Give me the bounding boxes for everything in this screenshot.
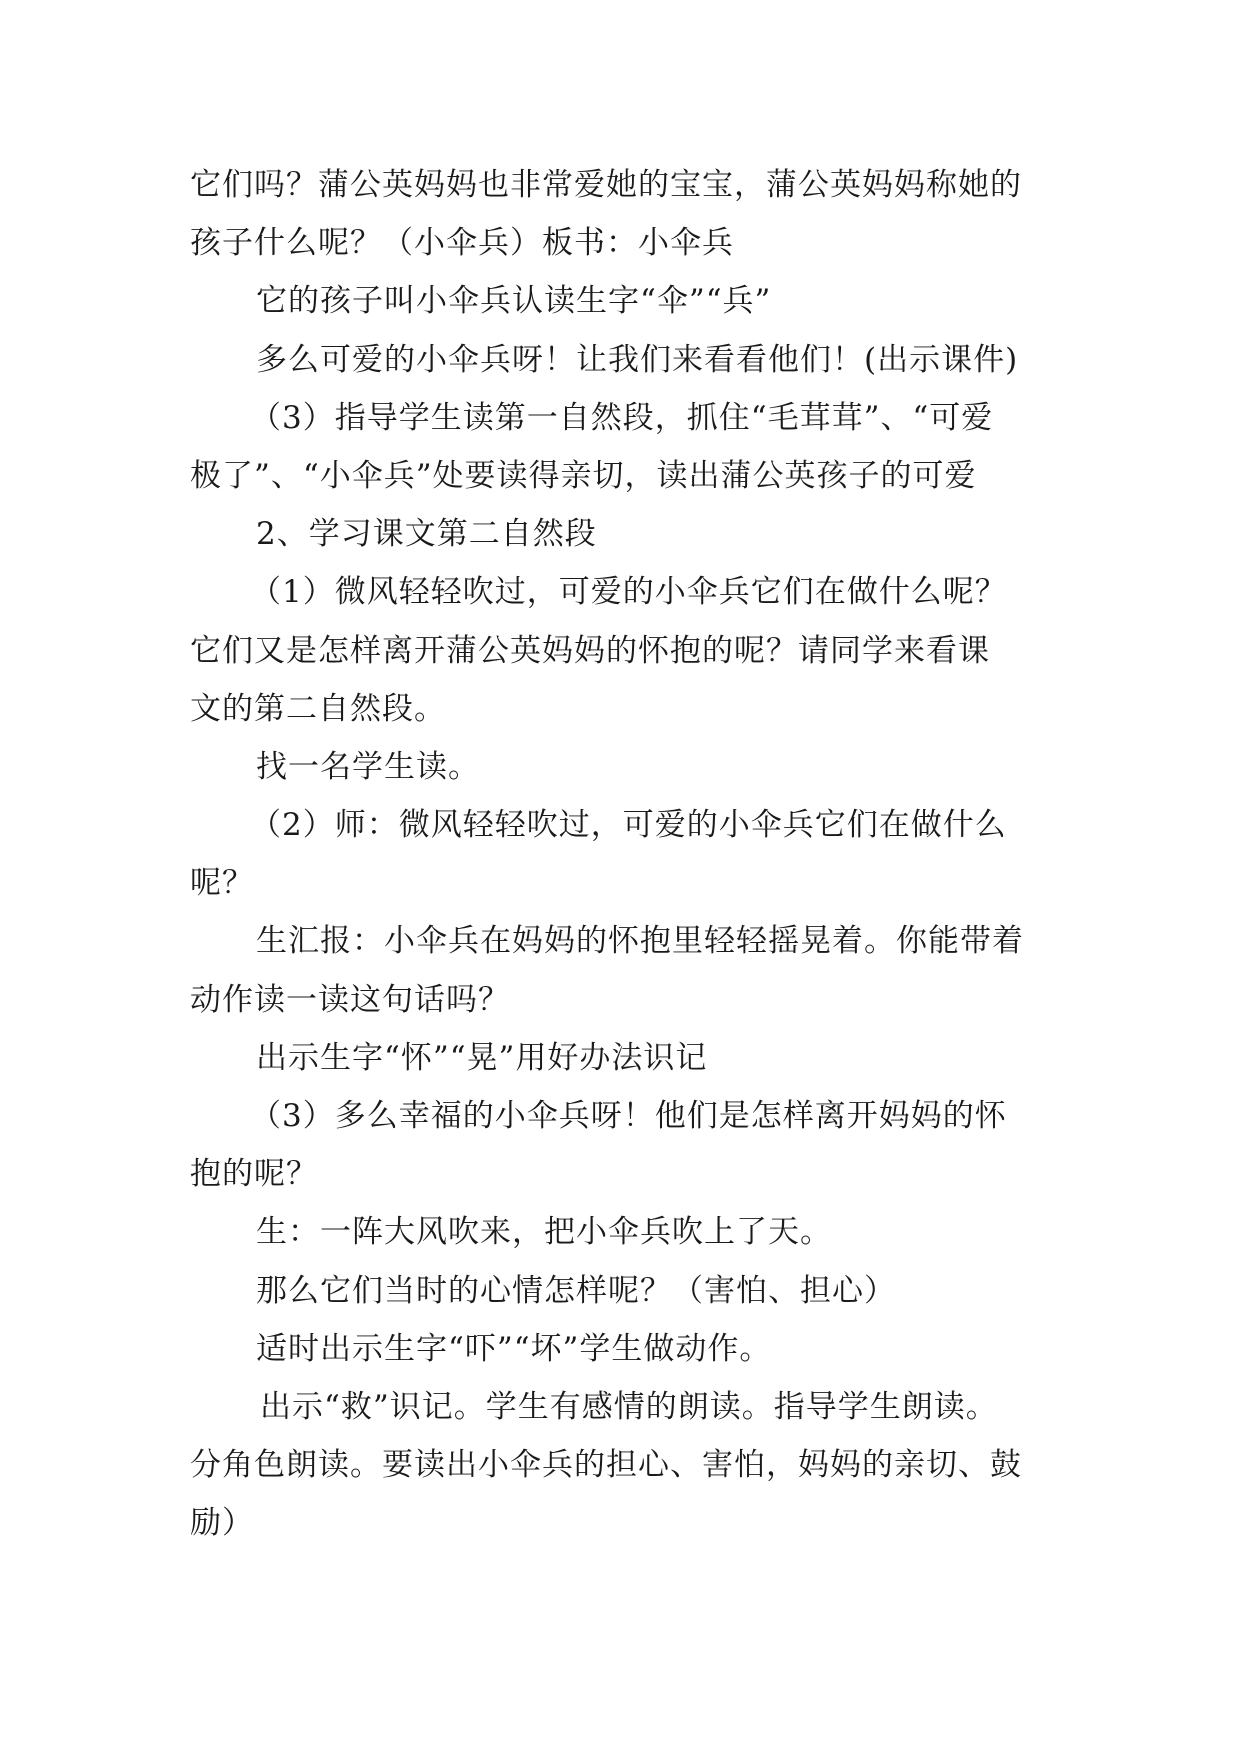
text-line: 适时出示生字“吓”“坏”学生做动作。 [256, 1330, 772, 1367]
text-line: 找一名学生读。 [256, 748, 480, 785]
text-line: 出示生字“怀”“晃”用好办法识记 [256, 1039, 708, 1076]
text-line: 它们吗？蒲公英妈妈也非常爱她的宝宝，蒲公英妈妈称她的 [190, 167, 1022, 203]
text-line: 抱的呢？ [190, 1156, 318, 1193]
text-line: 极了”、“小伞兵”处要读得亲切，读出蒲公英孩子的可爱 [190, 457, 977, 494]
text-line: 励） [190, 1505, 254, 1542]
text-line: 孩子什么呢？（小伞兵）板书：小伞兵 [190, 225, 734, 262]
text-line: 出示“救”识记。学生有感情的朗读。指导学生朗读。 [260, 1388, 998, 1425]
text-line: 它的孩子叫小伞兵认读生字“伞”“兵” [256, 283, 772, 320]
text-line: 分角色朗读。要读出小伞兵的担心、害怕，妈妈的亲切、鼓 [190, 1447, 1022, 1484]
text-line: 2、学习课文第二自然段 [256, 516, 597, 553]
text-line: 生：一阵大风吹来，把小伞兵吹上了天。 [256, 1214, 832, 1251]
text-line: （3）指导学生读第一自然段，抓住“毛茸茸”、“可爱 [250, 399, 994, 436]
text-line: 文的第二自然段。 [190, 690, 446, 727]
text-line: 那么它们当时的心情怎样呢？（害怕、担心） [256, 1272, 896, 1309]
text-line: （2）师：微风轻轻吹过，可爱的小伞兵它们在做什么 [250, 807, 1007, 844]
text-line: 多么可爱的小伞兵呀！让我们来看看他们！(出示课件) [256, 341, 1019, 378]
text-line: （1）微风轻轻吹过，可爱的小伞兵它们在做什么呢？ [250, 574, 1007, 611]
text-line: （3）多么幸福的小伞兵呀！他们是怎样离开妈妈的怀 [250, 1098, 1007, 1134]
text-line: 生汇报：小伞兵在妈妈的怀抱里轻轻摇晃着。你能带着 [256, 923, 1024, 960]
text-line: 动作读一读这句话吗？ [190, 981, 510, 1018]
text-line: 它们又是怎样离开蒲公英妈妈的怀抱的呢？请同学来看课 [190, 632, 990, 669]
body-text [190, 156, 1050, 1553]
text-line: 呢？ [190, 865, 254, 902]
